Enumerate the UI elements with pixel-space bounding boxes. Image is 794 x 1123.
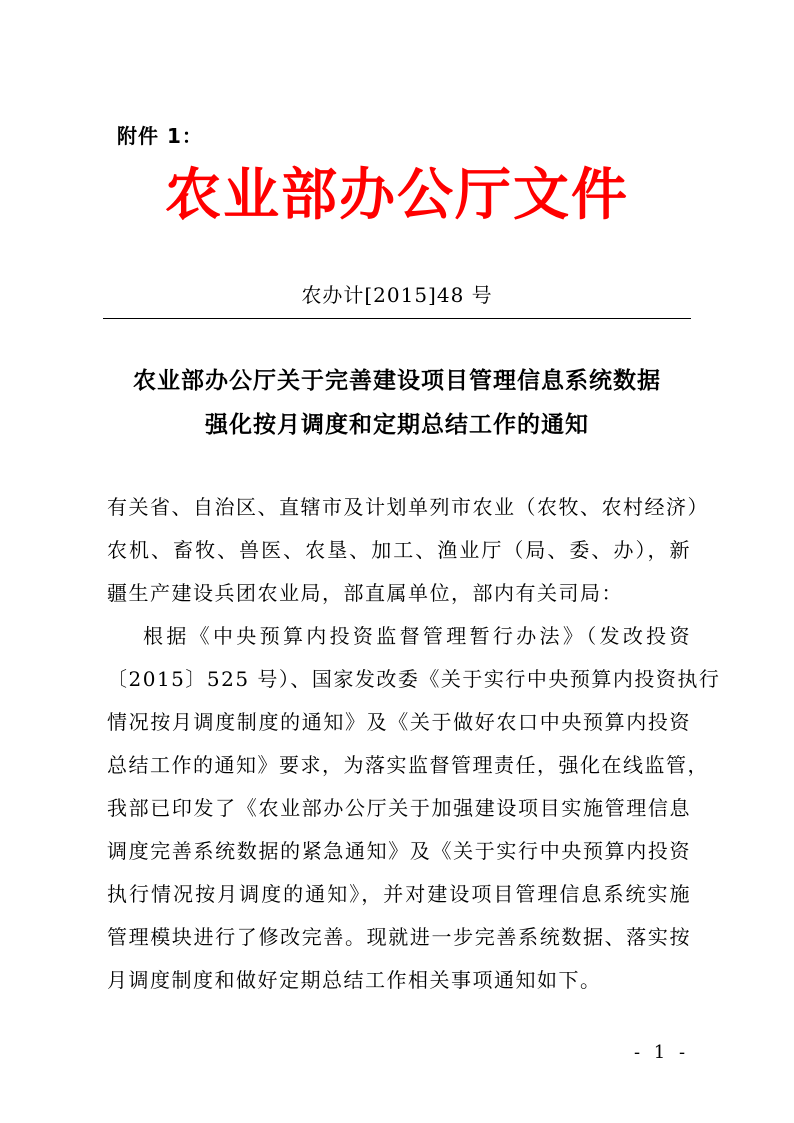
document-number: 农办计[2015]48 号 (301, 283, 493, 307)
paragraph-line: 〔2015〕525 号）、国家发改委《关于实行中央预算内投资执行 (107, 667, 721, 691)
addressee-line: 疆生产建设兵团农业局，部直属单位，部内有关司局： (107, 581, 623, 605)
paragraph-line: 管理模块进行了修改完善。现就进一步完善系统数据、落实按 (107, 925, 691, 949)
paragraph-line: 调度完善系统数据的紧急通知》及《关于实行中央预算内投资 (107, 839, 691, 863)
header-divider (103, 318, 691, 319)
attachment-label: 附件 1： (117, 124, 203, 148)
paragraph-line: 总结工作的通知》要求，为落实监督管理责任，强化在线监管， (107, 753, 709, 777)
document-title-line-1: 农业部办公厅关于完善建设项目管理信息系统数据 (133, 367, 661, 394)
document-title-line-2: 强化按月调度和定期总结工作的通知 (205, 411, 589, 438)
page-number: - 1 - (634, 1042, 690, 1063)
paragraph-line: 我部已印发了《农业部办公厅关于加强建设项目实施管理信息 (107, 796, 691, 820)
addressee-block (107, 486, 709, 615)
addressee-line: 农机、畜牧、兽医、农垦、加工、渔业厅（局、委、办），新 (107, 538, 691, 562)
issuer-header: 农业部办公厅文件 (165, 162, 629, 228)
paragraph-line: 月调度制度和做好定期总结工作相关事项通知如下。 (107, 968, 602, 992)
paragraph-line: 根据《中央预算内投资监督管理暂行办法》（发改投资 (143, 624, 691, 648)
addressee-line: 有关省、自治区、直辖市及计划单列市农业（农牧、农村经济） (107, 495, 709, 519)
paragraph-line: 情况按月调度制度的通知》及《关于做好农口中央预算内投资 (107, 710, 691, 734)
body-paragraph (107, 615, 721, 1002)
paragraph-line: 执行情况按月调度的通知》，并对建设项目管理信息系统实施 (107, 882, 691, 906)
